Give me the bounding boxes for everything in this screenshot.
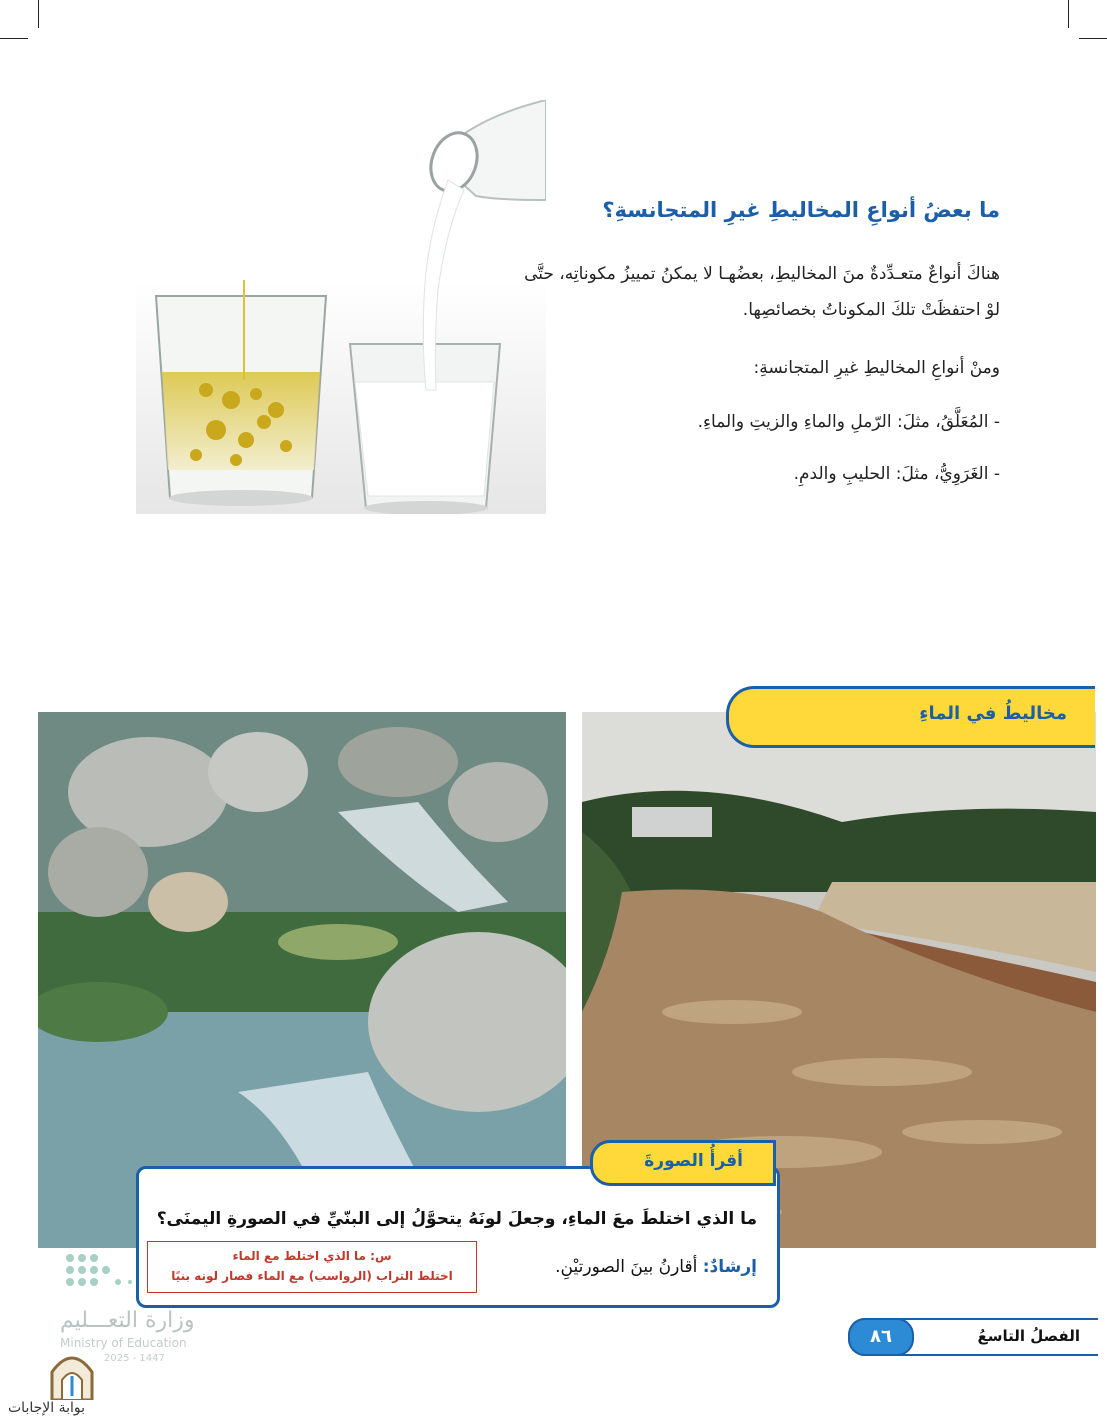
footer-chapter-bar [848, 1318, 1098, 1356]
ministry-logo-dots [62, 1250, 182, 1296]
hint-text: أقارنُ بينَ الصورتيْنِ. [555, 1257, 698, 1277]
answer-note [147, 1241, 477, 1293]
section-tab-label: مخاليطُ في الماءِ [919, 703, 1067, 724]
read-picture-label: أقرأُ الصورةَ [644, 1151, 743, 1171]
types-intro: ومنْ أنواعِ المخاليطِ غيرِ المتجانسةِ: [753, 358, 1000, 378]
picture-question: ما الذي اختلطَ معَ الماءِ، وجعلَ لونَهُ يتحوَّلُ إلى البنّيِّ في الصورةِ اليمنَى؟ [156, 1209, 757, 1229]
page-number: ٨٦ [848, 1318, 914, 1356]
crop-mark-tl-v [38, 0, 39, 28]
answer-text: اختلط التراب (الرواسب) مع الماء فصار لونه بنيًا [171, 1269, 453, 1283]
read-picture-box [136, 1166, 780, 1308]
type-colloid: - الغَرَوِيُّ، مثلَ: الحليبِ والدمِ. [793, 464, 1000, 484]
hint-label: إرشادٌ: [702, 1257, 757, 1277]
oil-milk-glasses-illustration [136, 100, 546, 514]
crop-mark-tl [0, 38, 28, 39]
watermark-label: بوابة الإجابات [8, 1400, 86, 1416]
answer-question: س: ما الذي اختلط مع الماء [232, 1249, 392, 1263]
crop-mark-tr-v [1068, 0, 1069, 28]
ministry-year: 2025 - 1447 [104, 1353, 165, 1364]
hint-line [555, 1257, 757, 1277]
chapter-label: الفصلُ التاسعُ [977, 1327, 1080, 1345]
type-suspension: - المُعَلَّقُ، مثلَ: الرّملِ والماءِ والزيتِ والماءِ. [697, 412, 1000, 432]
ministry-name-english: Ministry of Education [60, 1336, 187, 1350]
read-picture-tab [590, 1140, 776, 1186]
crop-mark-tr [1079, 38, 1107, 39]
section-heading: ما بعضُ أنواعِ المخاليطِ غيرِ المتجانسةِ؟ [602, 198, 1000, 222]
section-tab [726, 686, 1095, 748]
intro-paragraph: هناكَ أنواعٌ متعـدِّدةٌ منَ المخاليطِ، بعضُهـا لا يمكنُ تمييزُ مكوناتِه، حتَّى لوْ احتفظَتْ تلكَ المكوناتُ بخصائصِها. [524, 264, 1000, 320]
ministry-name-arabic: وزارة التعـــليم [60, 1308, 195, 1333]
watermark-mosque-icon [46, 1350, 98, 1400]
